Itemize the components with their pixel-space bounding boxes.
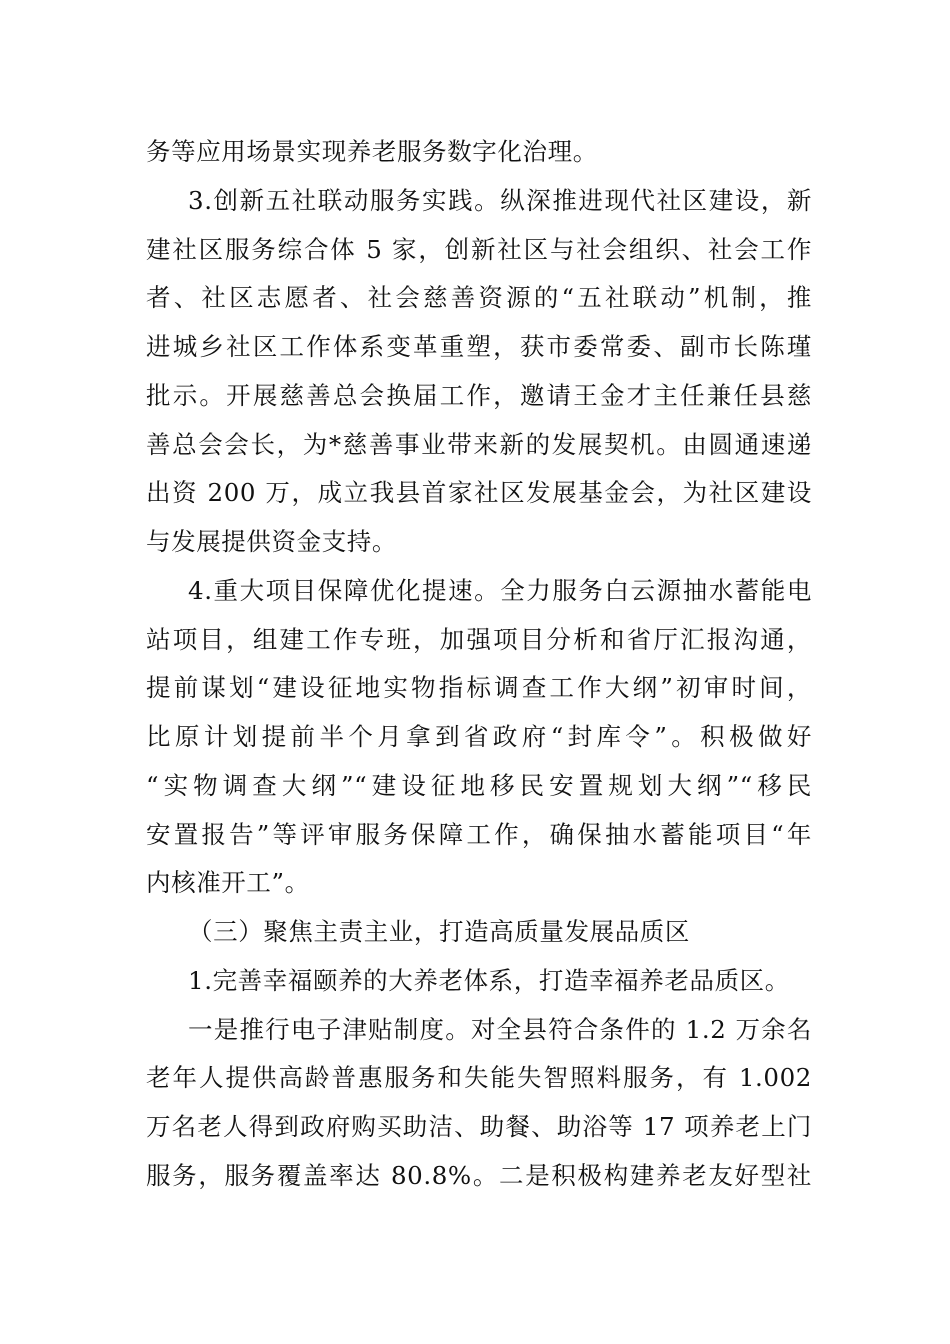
text-line: 出资 200 万，成立我县首家社区发展基金会，为社区建设 [146, 478, 812, 508]
text-line: 安置报告”等评审服务保障工作，确保抽水蓄能项目“年 [146, 819, 812, 849]
text-line: 提前谋划“建设征地实物指标调查工作大纲”初审时间， [146, 673, 812, 703]
text-line: 建社区服务综合体 5 家，创新社区与社会组织、社会工作 [146, 234, 812, 264]
text-line: 3.创新五社联动服务实践。纵深推进现代社区建设，新 [188, 185, 812, 215]
text-line: 一是推行电子津贴制度。对全县符合条件的 1.2 万余名 [188, 1014, 812, 1044]
text-line: 老年人提供高龄普惠服务和失能失智照料服务，有 1.002 [146, 1063, 812, 1093]
text-line: 善总会会长，为*慈善事业带来新的发展契机。由圆通速递 [146, 429, 812, 459]
text-line: 批示。开展慈善总会换届工作，邀请王金才主任兼任县慈 [146, 380, 812, 410]
text-line: 万名老人得到政府购买助洁、助餐、助浴等 17 项养老上门 [146, 1112, 812, 1141]
document-body [146, 128, 812, 1201]
text-line: 4.重大项目保障优化提速。全力服务白云源抽水蓄能电 [188, 575, 812, 605]
section-heading: （三）聚焦主责主业，打造高质量发展品质区 [188, 917, 690, 946]
text-line: 比原计划提前半个月拿到省政府“封库令”。积极做好 [146, 722, 812, 751]
text-line: 进城乡社区工作体系变革重塑，获市委常委、副市长陈瑾 [146, 332, 812, 361]
text-line: “实物调查大纲”“建设征地移民安置规划大纲”“移民 [146, 770, 812, 800]
text-line: 务等应用场景实现养老服务数字化治理。 [146, 137, 598, 166]
text-line: 者、社区志愿者、社会慈善资源的“五社联动”机制，推 [146, 283, 812, 313]
subsection-heading: 1.完善幸福颐养的大养老体系，打造幸福养老品质区。 [188, 965, 790, 995]
text-line: 站项目，组建工作专班，加强项目分析和省厅汇报沟通， [146, 624, 812, 654]
text-line: 与发展提供资金支持。 [146, 527, 397, 556]
text-line: 服务，服务覆盖率达 80.8%。二是积极构建养老友好型社 [146, 1160, 812, 1190]
text-line: 内核准开工”。 [146, 868, 310, 898]
